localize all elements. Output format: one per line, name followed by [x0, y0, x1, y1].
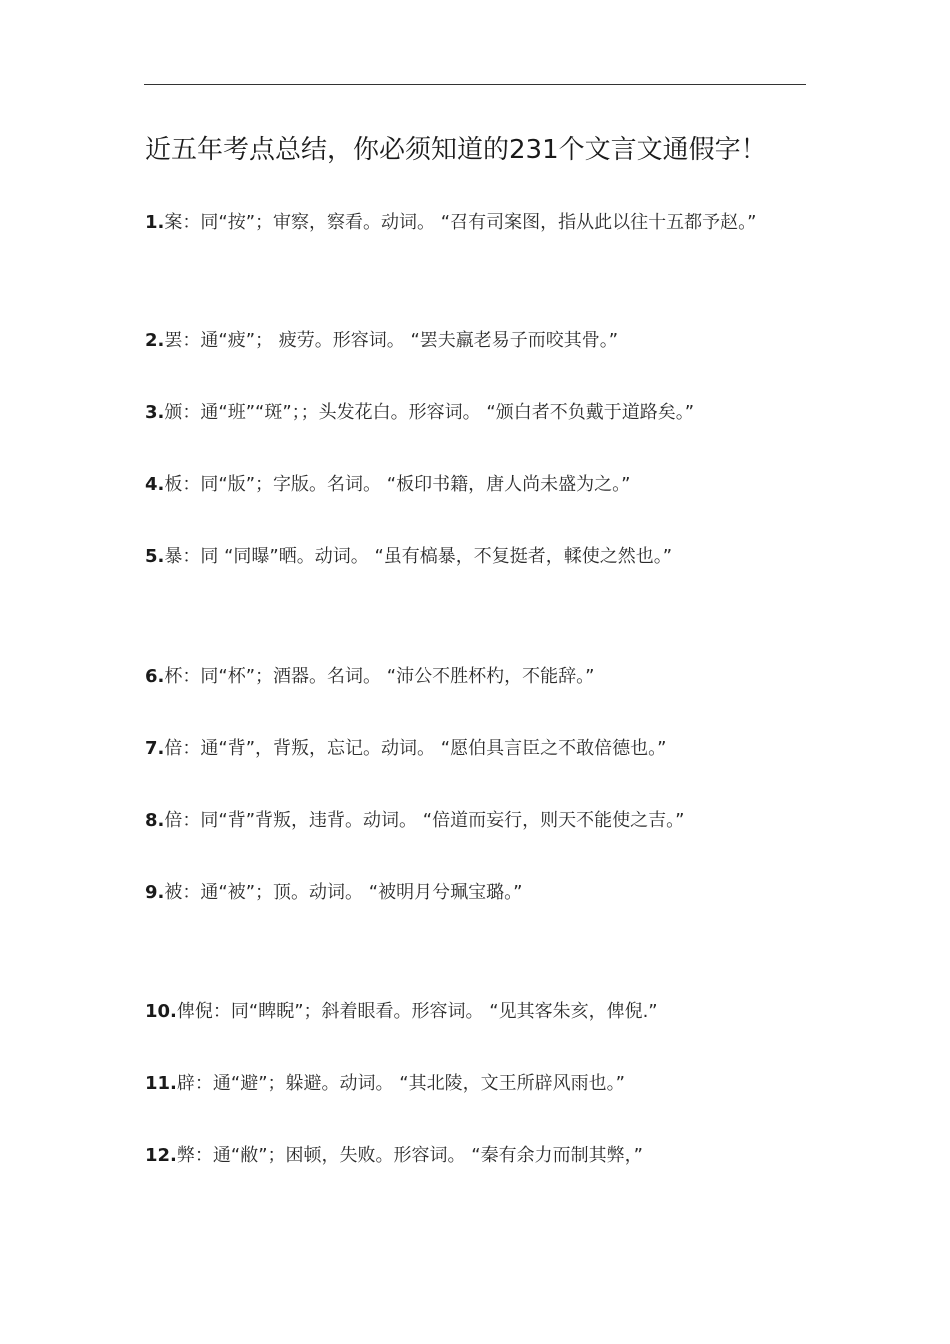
item-text: 颁：通“班”“斑”；；头发花白。形容词。 “颁白者不负戴于道路矣。”	[164, 402, 695, 423]
top-divider	[144, 84, 806, 85]
item-number: 4.	[145, 474, 165, 495]
item-text: 弊：通“敝”；困顿，失败。形容词。 “秦有余力而制其弊，”	[176, 1145, 643, 1166]
item-number: 12.	[145, 1145, 177, 1166]
list-item	[145, 808, 825, 834]
list-item	[145, 210, 825, 236]
item-text: 倍：通“背”，背叛，忘记。动词。 “愿伯具言臣之不敢倍德也。”	[164, 738, 667, 759]
list-item	[145, 1071, 825, 1097]
item-number: 7.	[145, 738, 165, 759]
item-text: 暴：同 “同曝”晒。动词。 “虽有槁暴，不复挺者，輮使之然也。”	[164, 546, 673, 567]
item-number: 10.	[145, 1001, 177, 1022]
item-number: 6.	[145, 666, 165, 687]
document-title: 近五年考点总结，你必须知道的231个文言文通假字！	[145, 135, 767, 165]
item-text: 被：通“被”；顶。动词。 “被明月兮珮宝璐。”	[164, 882, 523, 903]
item-text: 罢：通“疲”； 疲劳。形容词。 “罢夫羸老易子而咬其骨。”	[164, 330, 619, 351]
list-item	[145, 400, 825, 426]
list-item	[145, 736, 825, 762]
item-text: 案：同“按”；审察，察看。动词。 “召有司案图，指从此以往十五都予赵。”	[164, 212, 757, 233]
item-number: 9.	[145, 882, 165, 903]
item-number: 1.	[145, 212, 165, 233]
list-item	[145, 664, 825, 690]
list-item	[145, 544, 825, 570]
item-number: 5.	[145, 546, 165, 567]
list-item	[145, 1143, 825, 1169]
list-item	[145, 999, 825, 1025]
item-number: 2.	[145, 330, 165, 351]
item-number: 8.	[145, 810, 165, 831]
item-text: 辟：通“避”；躲避。动词。 “其北陵，文王所辟风雨也。”	[176, 1073, 625, 1094]
item-text: 板：同“版”；字版。名词。 “板印书籍，唐人尚未盛为之。”	[164, 474, 631, 495]
list-item	[145, 472, 825, 498]
item-text: 杯：同“杯”；酒器。名词。 “沛公不胜杯杓，不能辞。”	[164, 666, 595, 687]
list-item	[145, 880, 825, 906]
item-text: 俾倪：同“睥睨”；斜着眼看。形容词。 “见其客朱亥，俾倪.”	[176, 1001, 658, 1022]
item-text: 倍：同“背”背叛，违背。动词。 “倍道而妄行，则天不能使之吉。”	[164, 810, 685, 831]
item-number: 11.	[145, 1073, 177, 1094]
item-number: 3.	[145, 402, 165, 423]
list-item	[145, 328, 825, 354]
